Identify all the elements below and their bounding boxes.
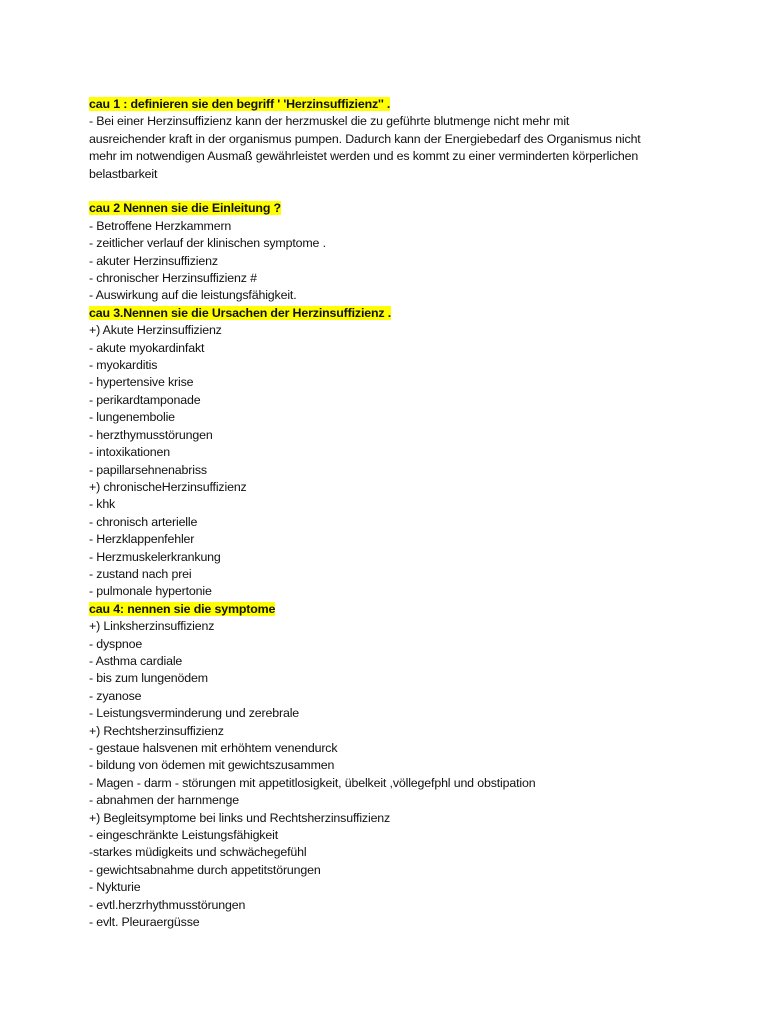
text-line: - Leistungsverminderung und zerebrale [89,706,300,721]
text-line: +) Begleitsymptome bei links und Rechtsherzinsuffizienz [89,810,391,825]
text-line: - myokarditis [89,358,158,373]
text-line: - gewichtsabnahme durch appetitstörungen [89,862,321,877]
text-line: - Auswirkung auf die leistungsfähigkeit. [89,288,297,303]
text-line: - zustand nach prei [89,566,192,581]
text-line: - Betroffene Herzkammern [89,218,232,233]
text-line: - Nykturie [89,880,141,895]
text-line: - chronischer Herzinsuffizienz # [89,271,257,286]
text-line: - eingeschränkte Leistungsfähigkeit [89,828,278,843]
text-line: - bis zum lungenödem [89,671,208,686]
text-line: - akute myokardinfakt [89,340,205,355]
text-line: -starkes müdigkeits und schwächegefühl [89,845,307,860]
text-line: - perikardtamponade [89,392,201,407]
text-line: - Bei einer Herzinsuffizienz kann der herzmuskel die zu geführte blutmenge nicht mehr mit [89,114,570,129]
question-highlight: cau 3.Nennen sie die Ursachen der Herzinsuffizienz . [89,305,392,320]
text-line: - herzthymusstörungen [89,427,213,442]
text-line: +) Rechtsherzinsuffizienz [89,723,224,738]
text-line: - evlt. Pleuraergüsse [89,915,200,930]
text-line: - Herzklappenfehler [89,532,195,547]
blank-line [89,183,729,200]
text-line: - papillarsehnenabriss [89,462,207,477]
text-line: ausreichender kraft in der organismus pumpen. Dadurch kann der Energiebedarf des Organismus nicht [89,131,641,146]
question-heading [89,200,729,217]
text-line: +) Akute Herzinsuffizienz [89,323,222,338]
text-line: - akuter Herzinsuffizienz [89,253,218,268]
text-line: - chronisch arterielle [89,514,198,529]
question-highlight: cau 2 Nennen sie die Einleitung ? [89,201,281,216]
text-line: belastbarkeit [89,166,158,181]
text-line: - pulmonale hypertonie [89,584,212,599]
text-line: - lungenembolie [89,410,175,425]
text-line: - gestaue halsvenen mit erhöhtem venendurck [89,741,338,756]
text-line: - Herzmuskelerkrankung [89,549,221,564]
text-line: - evtl.herzrhythmusstörungen [89,897,246,912]
text-line: - abnahmen der harnmenge [89,793,240,808]
text-line: +) Linksherzinsuffizienz [89,619,215,634]
text-line: mehr im notwendigen Ausmaß gewährleistet werden und es kommt zu einer verminderten körperlichen [89,149,639,164]
text-line: - zyanose [89,688,142,703]
text-line: - Magen - darm - störungen mit appetitlosigkeit, übelkeit ,völlegefphl und obstipation [89,775,536,790]
question-highlight: cau 4: nennen sie die symptome [89,601,276,616]
question-heading [89,96,729,113]
text-line: - hypertensive krise [89,375,194,390]
text-line: - zeitlicher verlauf der klinischen symptome . [89,236,326,251]
text-line: - intoxikationen [89,445,170,460]
question-highlight: cau 1 : definieren sie den begriff ' 'Herzinsuffizienz'' . [89,97,391,111]
document-body [89,96,729,931]
text-line: - dyspnoe [89,636,143,651]
text-line: +) chronischeHerzinsuffizienz [89,479,247,494]
text-line: - khk [89,497,116,512]
question-heading [89,601,729,618]
text-line: - Asthma cardiale [89,653,183,668]
question-heading [89,305,729,322]
text-line: - bildung von ödemen mit gewichtszusammen [89,758,335,773]
